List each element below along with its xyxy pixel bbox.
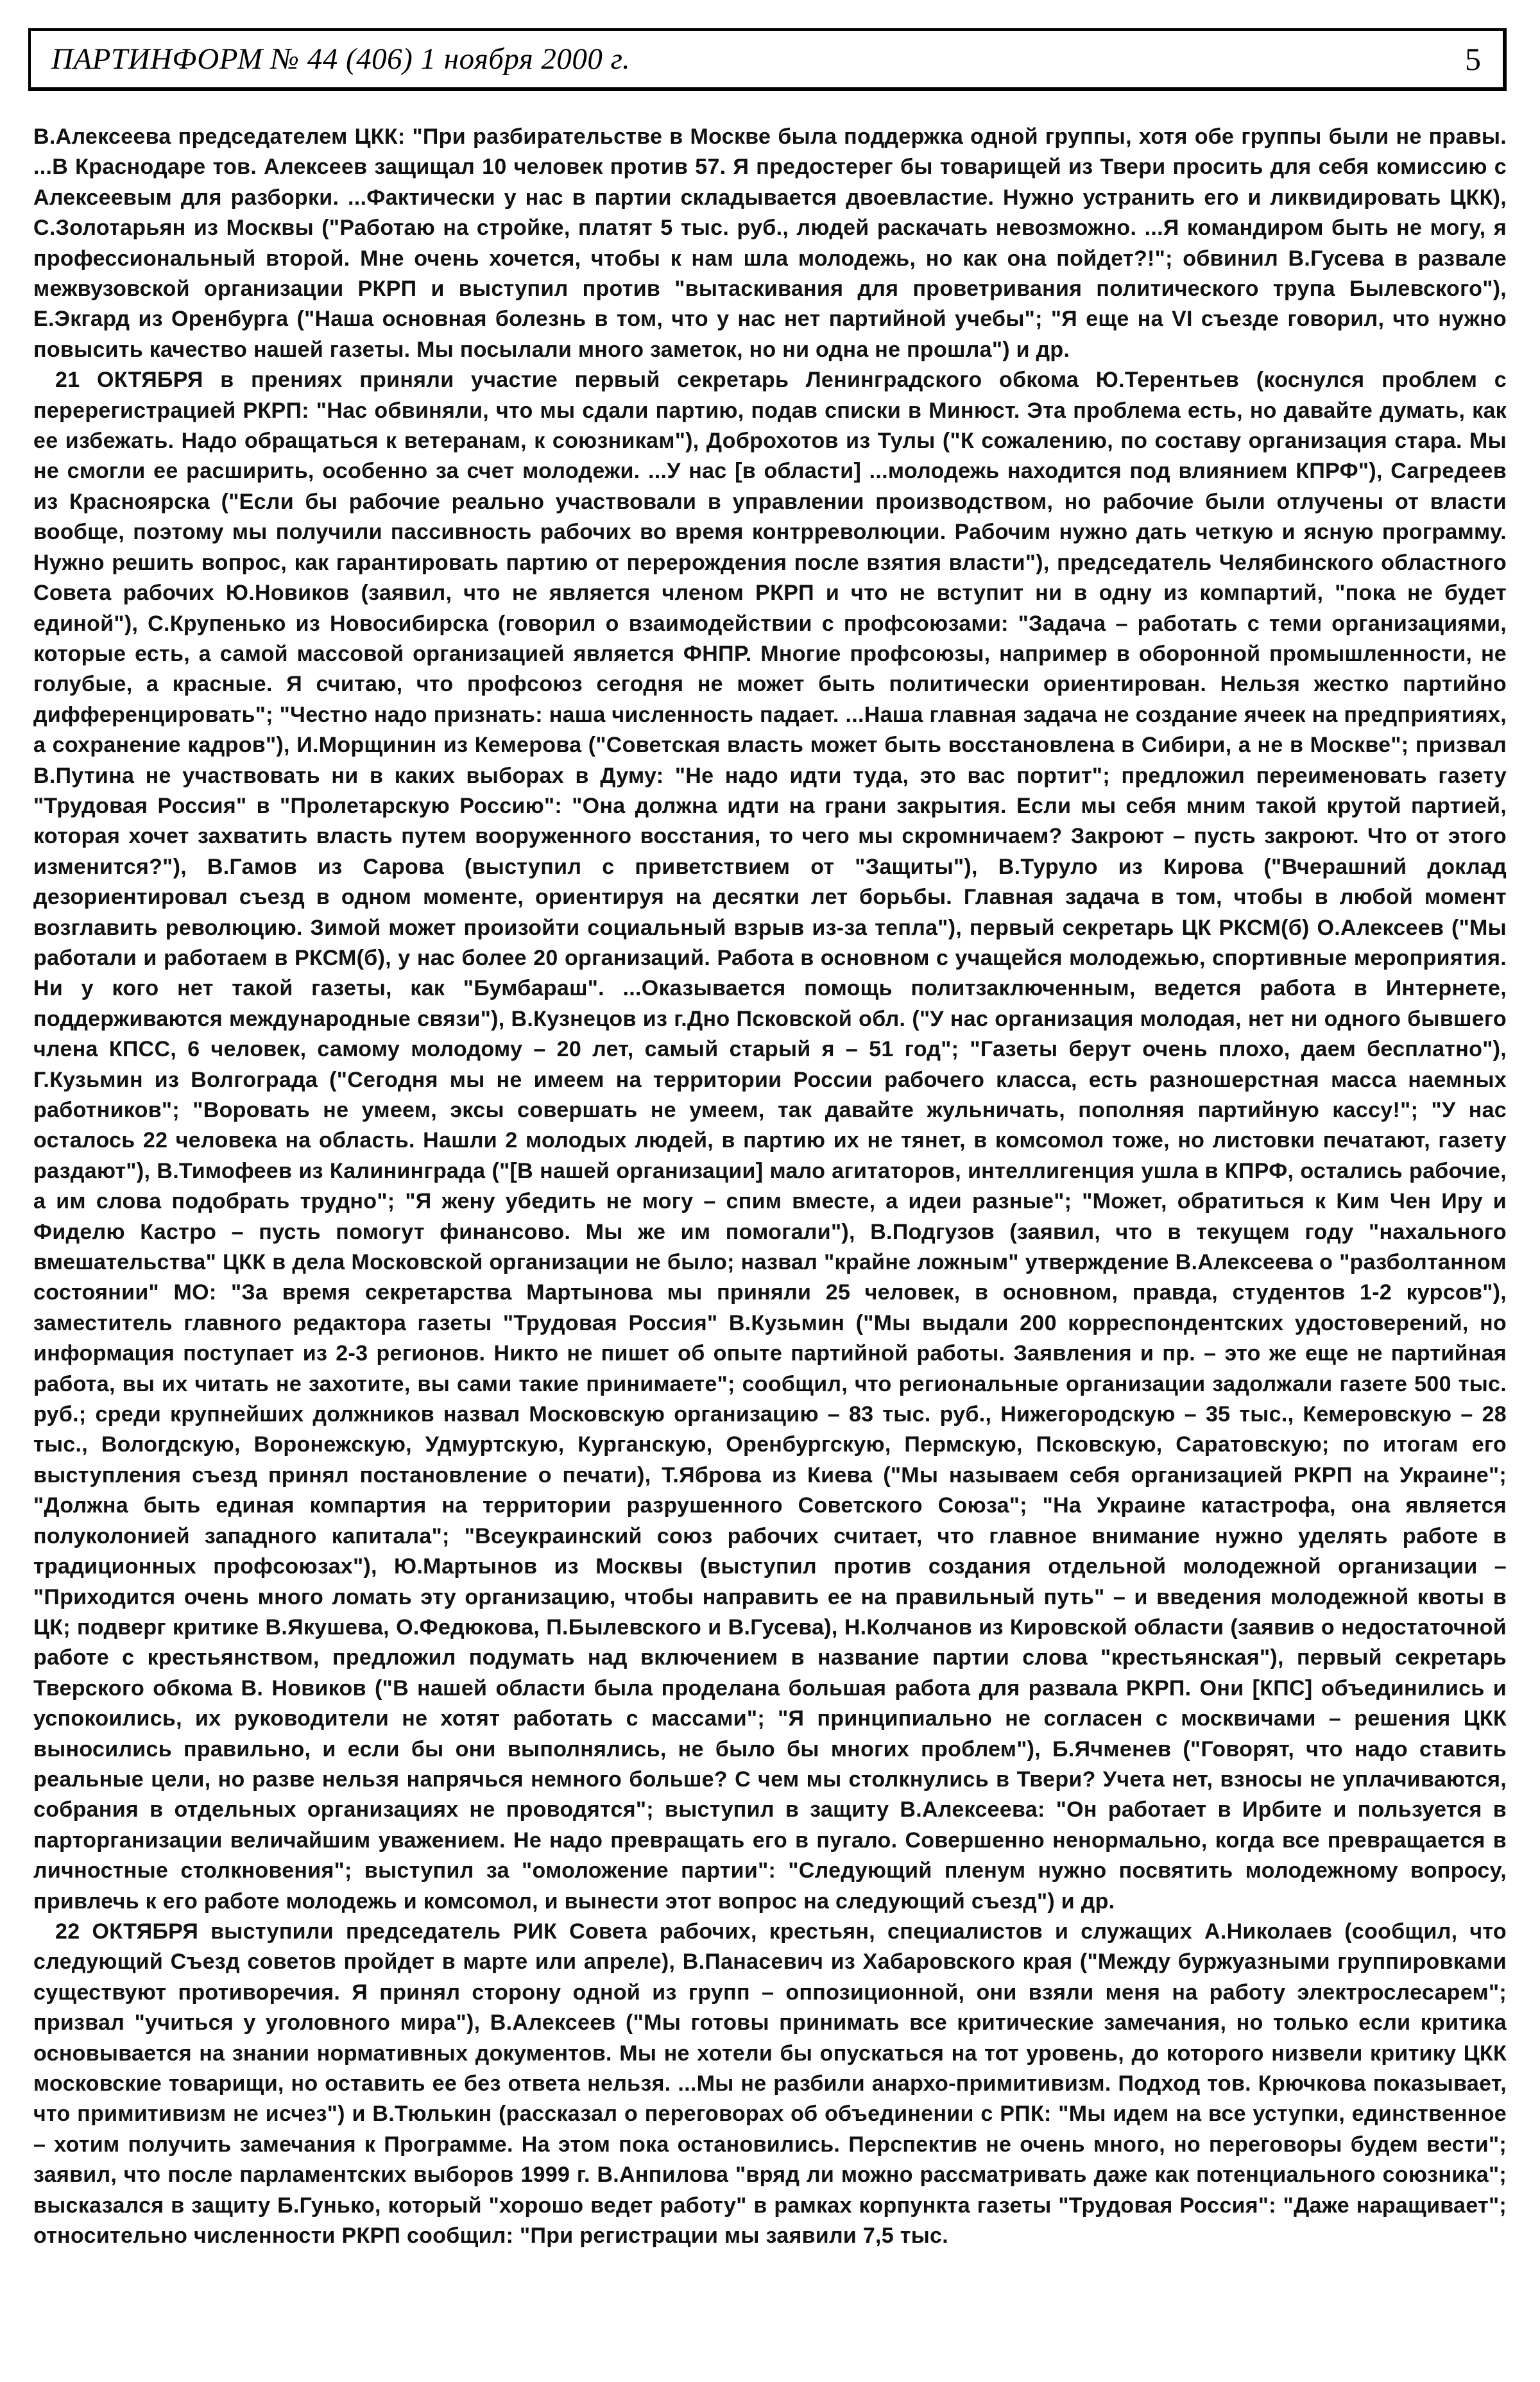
header-title: ПАРТИНФОРМ № 44 (406) 1 ноября 2000 г. <box>51 42 631 76</box>
article-paragraph: 21 ОКТЯБРЯ в прениях приняли участие первый секретарь Ленинградского обкома Ю.Терентьев (коснулся проблем с перерегистрацией РКРП: "Нас обвиняли, что мы сдали партию, подав списки в Минюст. Эта проблема есть, но давайте думать, как ее избежать. Надо обращаться к ветеранам, к союзникам"), Доброхотов из Тулы ("К сожалению, по составу организация стара. Мы не смогли ее расширить, особенно за счет молодежи. ...У нас [в области] ...молодежь находится под влиянием КПРФ"), Сагредеев из Красноярска ("Если бы рабочие реально участвовали в управлении производством, но рабочие были отлучены от власти вообще, поэтому мы получили пассивность рабочих во время контрреволюции. Рабочим нужно дать четкую и ясную программу. Нужно решить вопрос, как гарантировать партию от перерождения после взятия власти"), председатель Челябинского областного Совета рабочих Ю.Новиков (заявил, что не является членом РКРП и что не вступит ни в одну из компартий, "пока не будет единой"), С.Крупенько из Новосибирска (говорил о взаимодействии с профсоюзами: "Задача – работать с теми организациями, которые есть, а самой массовой организацией является ФНПР. Многие профсоюзы, например в оборонной промышленности, не голубые, а красные. Я считаю, что профсоюз сегодня не может быть политически ориентирован. Нельзя жестко партийно дифференцировать"; "Честно надо признать: наша численность падает. ...Наша главная задача не создание ячеек на предприятиях, а сохранение кадров"), И.Морщинин из Кемерова ("Советская власть может быть восстановлена в Сибири, а не в Москве"; призвал В.Путина не участвовать ни в каких выборах в Думу: "Не надо идти туда, это вас портит"; предложил переименовать газету "Трудовая Россия" в "Пролетарскую Россию": "Она должна идти на грани закрытия. Если мы себя мним такой крутой партией, которая хочет захватить власть путем вооруженного восстания, то чего мы скромничаем? Закроют – пусть закроют. Что от этого изменится?"), В.Гамов из Сарова (выступил с приветствием от "Защиты"), В.Туруло из Кирова ("Вчерашний доклад дезориентировал съезд в одном моменте, ориентируя на десятки лет борьбы. Главная задача в том, чтобы в любой момент возглавить революцию. Зимой может произойти социальный взрыв из-за тепла"), первый секретарь ЦК РКСМ(б) О.Алексеев ("Мы работали и работаем в РКСМ(б), у нас более 20 организаций. Работа в основном с учащейся молодежью, спортивные мероприятия. Ни у кого нет такой газеты, как "Бумбараш". ...Оказывается помощь политзаключенным, ведется работа в Интернете, поддерживаются международные связи"), В.Кузнецов из г.Дно Псковской обл. ("У нас организация молодая, нет ни одного бывшего члена КПСС, 6 человек, самому молодому – 20 лет, самый старый я – 51 год"; "Газеты берут очень плохо, даем бесплатно"), Г.Кузьмин из Волгограда ("Сегодня мы не имеем на территории России рабочего класса, есть разношерстная масса наемных работников"; "Воровать не умеем, эксы совершать не умеем, так давайте жульничать, пополняя партийную кассу!"; "У нас осталось 22 человека на область. Нашли 2 молодых людей, в партию их не тянет, в комсомол тоже, но листовки печатают, газету раздают"), В.Тимофеев из Калининграда ("[В нашей организации] мало агитаторов, интеллигенция ушла в КПРФ, остались рабочие, а им слова подобрать трудно"; "Я жену убедить не могу – спим вместе, а идеи разные"; "Может, обратиться к Ким Чен Иру и Фиделю Кастро – пусть помогут финансово. Мы же им помогали"), В.Подгузов (заявил, что в текущем году "нахального вмешательства" ЦКК в дела Московской организации не было; назвал "крайне ложным" утверждение В.Алексеева о "разболтанном состоянии" МО: "За время секретарства Мартынова мы приняли 25 человек, в основном, правда, студентов 1-2 курсов"), заместитель главного редактора газеты "Трудовая Россия" В.Кузьмин ("Мы выдали 200 корреспондентских удостоверений, но информация поступает из 2-3 регионов. Никто не пишет об опыте партийной работы. Заявления и пр. – это же еще не партийная работа, вы их читать не захотите, вы сами такие принимаете"; сообщил, что региональные организации задолжали газете 500 тыс. руб.; среди крупнейших должников назвал Московскую организацию – 83 тыс. руб., Нижегородскую – 35 тыс., Кемеровскую – 28 тыс., Вологдскую, Воронежскую, Удмуртскую, Курганскую, Оренбургскую, Пермскую, Псковскую, Саратовскую; по итогам его выступления съезд принял постановление о печати), Т.Яброва из Киева ("Мы называем себя организацией РКРП на Украине"; "Должна быть единая компартия на территории разрушенного Советского Союза"; "На Украине катастрофа, она является полуколонией западного капитала"; "Всеукраинский союз рабочих считает, что главное внимание нужно уделять работе в традиционных профсоюзах"), Ю.Мартынов из Москвы (выступил против создания отдельной молодежной организации – "Приходится очень много ломать эту организацию, чтобы направить ее на правильный путь" – и введения молодежной квоты в ЦК; подверг критике В.Якушева, О.Федюкова, П.Былевского и В.Гусева), Н.Колчанов из Кировской области (заявив о недостаточной работе с крестьянством, предложил подумать над включением в название партии слова "крестьянская"), первый секретарь Тверского обкома В. Новиков ("В нашей области была проделана большая работа для развала РКРП. Они [КПС] объединились и успокоились, их руководители не хотят работать с массами"; "Я принципиально не согласен с москвичами – решения ЦКК выносились правильно, и если бы они выполнялись, не было бы многих проблем"), Б.Ячменев ("Говорят, что надо ставить реальные цели, но разве нельзя напрячься немного больше? С чем мы столкнулись в Твери? Учета нет, взносы не уплачиваются, собрания в отдельных организациях не проводятся"; выступил в защиту В.Алексеева: "Он работает в Ирбите и пользуется в парторганизации величайшим уважением. Не надо превращать его в пугало. Совершенно ненормально, когда все превращается в личностные столкновения"; выступил за "омоложение партии": "Следующий пленум нужно посвятить молодежному вопросу, привлечь к его работе молодежь и комсомол, и вынести этот вопрос на следующий съезд") и др. <box>33 368 1507 1914</box>
article-paragraph: 22 ОКТЯБРЯ выступили председатель РИК Совета рабочих, крестьян, специалистов и служащих А.Николаев (сообщил, что следующий Съезд советов пройдет в марте или апреле), В.Панасевич из Хабаровского края ("Между буржуазными группировками существуют противоречия. Я принял сторону одной из групп – оппозиционной, они взяли меня на работу электрослесарем"; призвал "учиться у уголовного мира"), В.Алексеев ("Мы готовы принимать все критические замечания, но только если критика основывается на знании нормативных документов. Мы не хотели бы опускаться на тот уровень, до которого низвели критику ЦКК московские товарищи, но оставить ее без ответа нельзя. ...Мы не разбили анархо-примитивизм. Подход тов. Крючкова показывает, что примитивизм не исчез") и В.Тюлькин (рассказал о переговорах об объединении с РПК: "Мы идем на все уступки, единственное – хотим получить замечания к Программе. На этом пока остановились. Перспектив не очень много, но переговоры будем вести"; заявил, что после парламентских выборов 1999 г. В.Анпилова "вряд ли можно рассматривать даже как потенциального союзника"; высказался в защиту Б.Гунько, который "хорошо ведет работу" в рамках корпункта газеты "Трудовая Россия": "Даже наращивает"; относительно численности РКРП сообщил: "При регистрации мы заявили 7,5 тыс. <box>33 1919 1507 2249</box>
page-number: 5 <box>1465 41 1481 77</box>
page-header <box>28 28 1507 91</box>
article-body <box>33 122 1507 2251</box>
article-paragraph: В.Алексеева председателем ЦКК: "При разбирательстве в Москве была поддержка одной группы, хотя обе группы были не правы. ...В Краснодаре тов. Алексеев защищал 10 человек против 57. Я предостерег бы товарищей из Твери просить для себя комиссию с Алексеевым для разборки. ...Фактически у нас в партии складывается двоевластие. Нужно устранить его и ликвидировать ЦКК), С.Золотарьян из Москвы ("Работаю на стройке, платят 5 тыс. руб., людей раскачать невозможно. ...Я командиром быть не могу, я профессиональный второй. Мне очень хочется, чтобы к нам шла молодежь, но как она пойдет?!"; обвинил В.Гусева в развале межвузовской организации РКРП и выступил против "вытаскивания для проветривания политического трупа Былевского"), Е.Экгард из Оренбурга ("Наша основная болезнь в том, что у нас нет партийной учебы"; "Я еще на VI съезде говорил, что нужно повысить качество нашей газеты. Мы посылали много заметок, но ни одна не прошла") и др. <box>33 124 1507 362</box>
newspaper-page <box>28 28 1512 2354</box>
